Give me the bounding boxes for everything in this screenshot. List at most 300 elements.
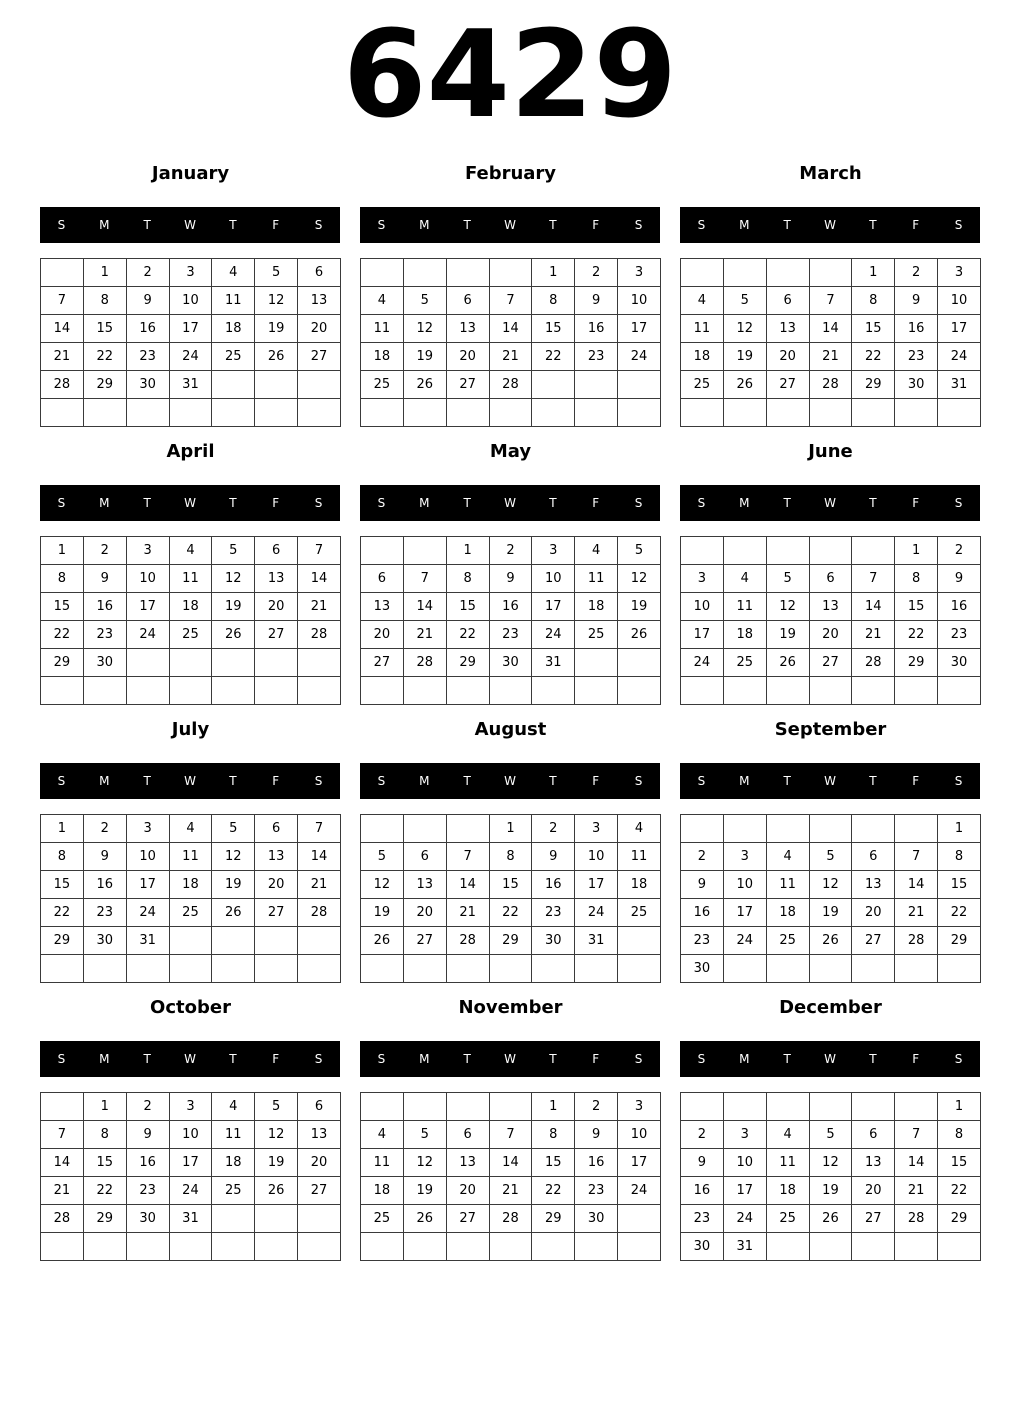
day-cell: 15 [446,593,489,621]
day-cell: 11 [681,315,724,343]
day-cell: 27 [766,371,809,399]
week-row [361,1149,661,1177]
day-cell [255,1233,298,1261]
day-cell: 22 [489,899,532,927]
weekday-label: T [549,774,557,788]
day-cell [723,955,766,983]
day-cell: 14 [809,315,852,343]
day-cell: 13 [403,871,446,899]
day-cell: 18 [212,1149,255,1177]
day-cell [83,1233,126,1261]
week-row [361,565,661,593]
day-cell: 31 [938,371,981,399]
week-row [361,371,661,399]
day-cell: 4 [766,1121,809,1149]
day-cell [169,399,212,427]
weekday-label: S [954,1052,963,1066]
day-cell: 27 [852,1205,895,1233]
weekday-label: M [739,496,750,510]
day-cell: 10 [169,1121,212,1149]
day-cell: 29 [532,1205,575,1233]
day-cell: 18 [361,343,404,371]
day-cell: 26 [361,927,404,955]
day-cell [723,399,766,427]
day-cell: 27 [446,371,489,399]
day-cell: 22 [938,899,981,927]
week-row [41,871,341,899]
day-cell: 21 [489,1177,532,1205]
day-cell: 12 [212,565,255,593]
day-cell [681,399,724,427]
day-cell: 31 [169,1205,212,1233]
day-cell: 27 [255,899,298,927]
day-cell: 17 [618,315,661,343]
day-cell: 9 [83,565,126,593]
weekday-label: W [824,1052,836,1066]
day-grid [680,258,981,427]
day-cell: 13 [809,593,852,621]
week-row [681,315,981,343]
day-cell: 31 [575,927,618,955]
day-cell: 8 [938,843,981,871]
day-cell: 2 [895,259,938,287]
day-cell: 15 [41,871,84,899]
month-name: July [171,719,210,740]
weekday-header [40,763,340,799]
day-cell: 3 [575,815,618,843]
week-row [41,315,341,343]
day-cell: 22 [446,621,489,649]
day-cell: 17 [126,593,169,621]
weekday-label: T [463,218,471,232]
day-cell [212,955,255,983]
day-cell: 2 [575,1093,618,1121]
day-cell: 8 [41,565,84,593]
day-cell: 11 [766,1149,809,1177]
week-row [361,1205,661,1233]
day-cell: 30 [575,1205,618,1233]
weekday-label: F [592,218,600,232]
day-cell [83,955,126,983]
day-cell [298,371,341,399]
weekday-label: S [697,1052,706,1066]
weekday-label: T [549,218,557,232]
day-cell [446,399,489,427]
day-cell: 15 [852,315,895,343]
day-cell [895,955,938,983]
day-cell: 9 [489,565,532,593]
day-cell: 1 [446,537,489,565]
day-cell: 10 [126,565,169,593]
weekday-label: S [634,218,643,232]
day-cell [126,649,169,677]
weekday-label: F [272,1052,280,1066]
week-row [361,399,661,427]
day-cell: 28 [895,1205,938,1233]
day-cell: 28 [446,927,489,955]
day-cell: 8 [532,287,575,315]
week-row [41,1205,341,1233]
day-cell: 12 [618,565,661,593]
weekday-label: W [184,218,196,232]
day-cell: 3 [723,843,766,871]
weekday-label: S [377,1052,386,1066]
day-cell [852,1233,895,1261]
day-cell: 7 [403,565,446,593]
day-cell: 18 [766,1177,809,1205]
month-name: September [774,719,887,740]
month-name: November [458,997,563,1018]
day-cell [766,677,809,705]
weekday-header [680,1041,980,1077]
day-cell: 8 [489,843,532,871]
month-name: February [464,163,557,184]
day-cell: 1 [852,259,895,287]
day-cell [852,1093,895,1121]
day-cell: 7 [41,287,84,315]
day-cell [446,955,489,983]
day-cell: 12 [255,1121,298,1149]
weekday-label: F [592,774,600,788]
day-cell: 7 [809,287,852,315]
day-cell: 10 [618,1121,661,1149]
day-cell [532,371,575,399]
day-cell: 4 [618,815,661,843]
day-cell: 23 [575,343,618,371]
day-cell [403,537,446,565]
week-row [41,1121,341,1149]
week-row [41,1177,341,1205]
day-cell: 26 [403,371,446,399]
day-cell: 6 [852,1121,895,1149]
day-cell: 11 [361,1149,404,1177]
weekday-label: M [739,218,750,232]
week-row [41,621,341,649]
day-cell: 30 [681,1233,724,1261]
day-cell: 9 [681,871,724,899]
weekday-header [680,207,980,243]
weekday-header [40,485,340,521]
day-cell: 25 [766,1205,809,1233]
day-cell [212,677,255,705]
day-cell [212,371,255,399]
day-cell: 23 [83,621,126,649]
week-row [681,815,981,843]
day-cell: 9 [938,565,981,593]
day-cell: 17 [169,1149,212,1177]
week-row [361,621,661,649]
week-row [681,871,981,899]
day-cell [489,259,532,287]
week-row [681,371,981,399]
week-row [681,399,981,427]
weekday-label: M [739,774,750,788]
day-cell [403,955,446,983]
day-cell: 11 [169,565,212,593]
day-cell: 8 [938,1121,981,1149]
day-cell [852,537,895,565]
day-cell: 29 [489,927,532,955]
day-cell [766,1233,809,1261]
day-cell: 12 [766,593,809,621]
weekday-label: M [419,496,430,510]
day-cell [723,259,766,287]
weekday-header [40,207,340,243]
weekday-label: S [634,1052,643,1066]
day-cell [361,537,404,565]
week-row [361,1121,661,1149]
weekday-label: T [783,774,791,788]
weekday-label: F [272,218,280,232]
day-cell: 4 [766,843,809,871]
day-cell: 23 [681,1205,724,1233]
weekday-label: M [739,1052,750,1066]
weekday-label: W [504,218,516,232]
day-cell: 9 [126,1121,169,1149]
weekday-header [360,763,660,799]
weekday-label: W [504,496,516,510]
day-cell: 13 [298,287,341,315]
day-cell [489,399,532,427]
day-cell [532,955,575,983]
day-cell: 27 [298,1177,341,1205]
day-cell: 6 [403,843,446,871]
day-cell [489,1093,532,1121]
day-cell [723,537,766,565]
day-cell: 5 [723,287,766,315]
weekday-header [680,763,980,799]
day-cell: 26 [766,649,809,677]
day-cell: 2 [938,537,981,565]
day-cell: 2 [83,537,126,565]
day-cell: 21 [489,343,532,371]
day-cell: 5 [212,815,255,843]
week-row [41,843,341,871]
day-cell: 20 [298,315,341,343]
month-name: May [489,441,532,462]
day-cell: 28 [298,899,341,927]
weekday-label: T [229,1052,237,1066]
day-cell [809,399,852,427]
day-cell: 2 [681,843,724,871]
weekday-label: S [954,496,963,510]
day-cell: 25 [361,1205,404,1233]
weekday-label: T [143,774,151,788]
day-cell: 13 [255,565,298,593]
day-cell: 19 [212,871,255,899]
weekday-label: T [549,496,557,510]
day-cell: 14 [298,843,341,871]
week-row [41,593,341,621]
week-row [681,843,981,871]
week-row [41,1149,341,1177]
day-cell: 8 [83,1121,126,1149]
day-cell: 7 [895,1121,938,1149]
day-cell [255,399,298,427]
day-cell: 13 [446,315,489,343]
day-cell: 18 [723,621,766,649]
day-cell: 9 [575,287,618,315]
day-cell: 26 [809,1205,852,1233]
day-cell [403,677,446,705]
day-cell: 12 [809,871,852,899]
week-row [41,677,341,705]
day-cell [255,649,298,677]
day-cell: 4 [575,537,618,565]
day-cell: 31 [169,371,212,399]
day-cell: 4 [361,287,404,315]
day-cell [212,1205,255,1233]
day-cell: 13 [852,1149,895,1177]
day-cell: 8 [41,843,84,871]
day-cell: 16 [895,315,938,343]
day-cell: 14 [41,315,84,343]
weekday-label: S [57,496,66,510]
day-cell [618,927,661,955]
day-cell: 28 [809,371,852,399]
day-cell: 17 [575,871,618,899]
day-cell: 3 [938,259,981,287]
weekday-label: T [549,1052,557,1066]
day-cell [403,259,446,287]
week-row [361,593,661,621]
day-cell: 29 [852,371,895,399]
day-cell: 30 [83,927,126,955]
weekday-label: M [419,774,430,788]
day-cell: 5 [809,1121,852,1149]
day-cell [681,537,724,565]
day-cell: 16 [681,899,724,927]
day-cell: 21 [852,621,895,649]
day-cell: 20 [766,343,809,371]
day-cell [809,955,852,983]
day-cell: 2 [532,815,575,843]
weekday-label: T [783,496,791,510]
day-cell [403,815,446,843]
day-cell: 12 [255,287,298,315]
day-cell: 3 [126,537,169,565]
day-cell: 25 [681,371,724,399]
day-cell: 20 [809,621,852,649]
weekday-label: S [314,1052,323,1066]
month-name: August [474,719,547,740]
day-cell: 6 [446,1121,489,1149]
day-cell: 10 [169,287,212,315]
day-cell: 22 [532,343,575,371]
day-cell [809,259,852,287]
day-cell: 16 [83,871,126,899]
weekday-label: S [377,774,386,788]
day-cell: 4 [169,815,212,843]
day-cell: 20 [255,593,298,621]
day-cell [618,1233,661,1261]
day-cell [41,1093,84,1121]
weekday-label: S [377,496,386,510]
day-cell: 18 [618,871,661,899]
day-cell: 26 [809,927,852,955]
day-cell: 28 [403,649,446,677]
day-cell: 1 [41,537,84,565]
day-cell: 3 [126,815,169,843]
weekday-label: W [824,774,836,788]
day-cell: 25 [212,1177,255,1205]
day-cell: 30 [83,649,126,677]
day-cell: 16 [126,315,169,343]
day-cell: 12 [809,1149,852,1177]
day-cell: 29 [938,927,981,955]
day-cell [255,677,298,705]
day-cell: 18 [169,593,212,621]
day-cell: 24 [169,1177,212,1205]
day-cell: 8 [83,287,126,315]
day-grid [360,258,661,427]
day-cell: 3 [618,1093,661,1121]
day-cell: 25 [169,899,212,927]
day-cell: 25 [575,621,618,649]
day-cell: 6 [446,287,489,315]
week-row [41,399,341,427]
day-cell: 22 [83,343,126,371]
day-cell [169,1233,212,1261]
day-cell: 17 [681,621,724,649]
day-cell [575,677,618,705]
day-grid [40,1092,341,1261]
week-row [41,371,341,399]
week-row [681,927,981,955]
day-cell: 24 [723,1205,766,1233]
week-row [361,537,661,565]
day-cell: 21 [41,1177,84,1205]
day-cell: 14 [895,871,938,899]
day-cell [618,399,661,427]
day-cell: 28 [852,649,895,677]
day-cell: 17 [938,315,981,343]
weekday-label: S [57,774,66,788]
day-cell: 22 [895,621,938,649]
day-grid [40,258,341,427]
day-cell [938,1233,981,1261]
week-row [361,287,661,315]
day-cell: 27 [361,649,404,677]
day-cell: 21 [298,593,341,621]
day-cell: 6 [255,537,298,565]
day-cell: 24 [169,343,212,371]
week-row [41,1233,341,1261]
day-cell: 25 [766,927,809,955]
weekday-label: S [57,218,66,232]
day-cell [212,1233,255,1261]
day-cell: 23 [83,899,126,927]
day-cell [298,955,341,983]
day-cell: 18 [766,899,809,927]
day-cell: 2 [489,537,532,565]
day-cell: 24 [532,621,575,649]
week-row [681,677,981,705]
day-cell [41,399,84,427]
day-cell: 19 [212,593,255,621]
day-cell: 3 [169,1093,212,1121]
day-cell: 11 [766,871,809,899]
day-cell: 24 [126,621,169,649]
day-cell [575,399,618,427]
weekday-label: S [634,496,643,510]
day-cell [446,1233,489,1261]
day-cell: 5 [809,843,852,871]
week-row [361,343,661,371]
day-cell: 23 [938,621,981,649]
week-row [681,621,981,649]
day-cell: 18 [169,871,212,899]
